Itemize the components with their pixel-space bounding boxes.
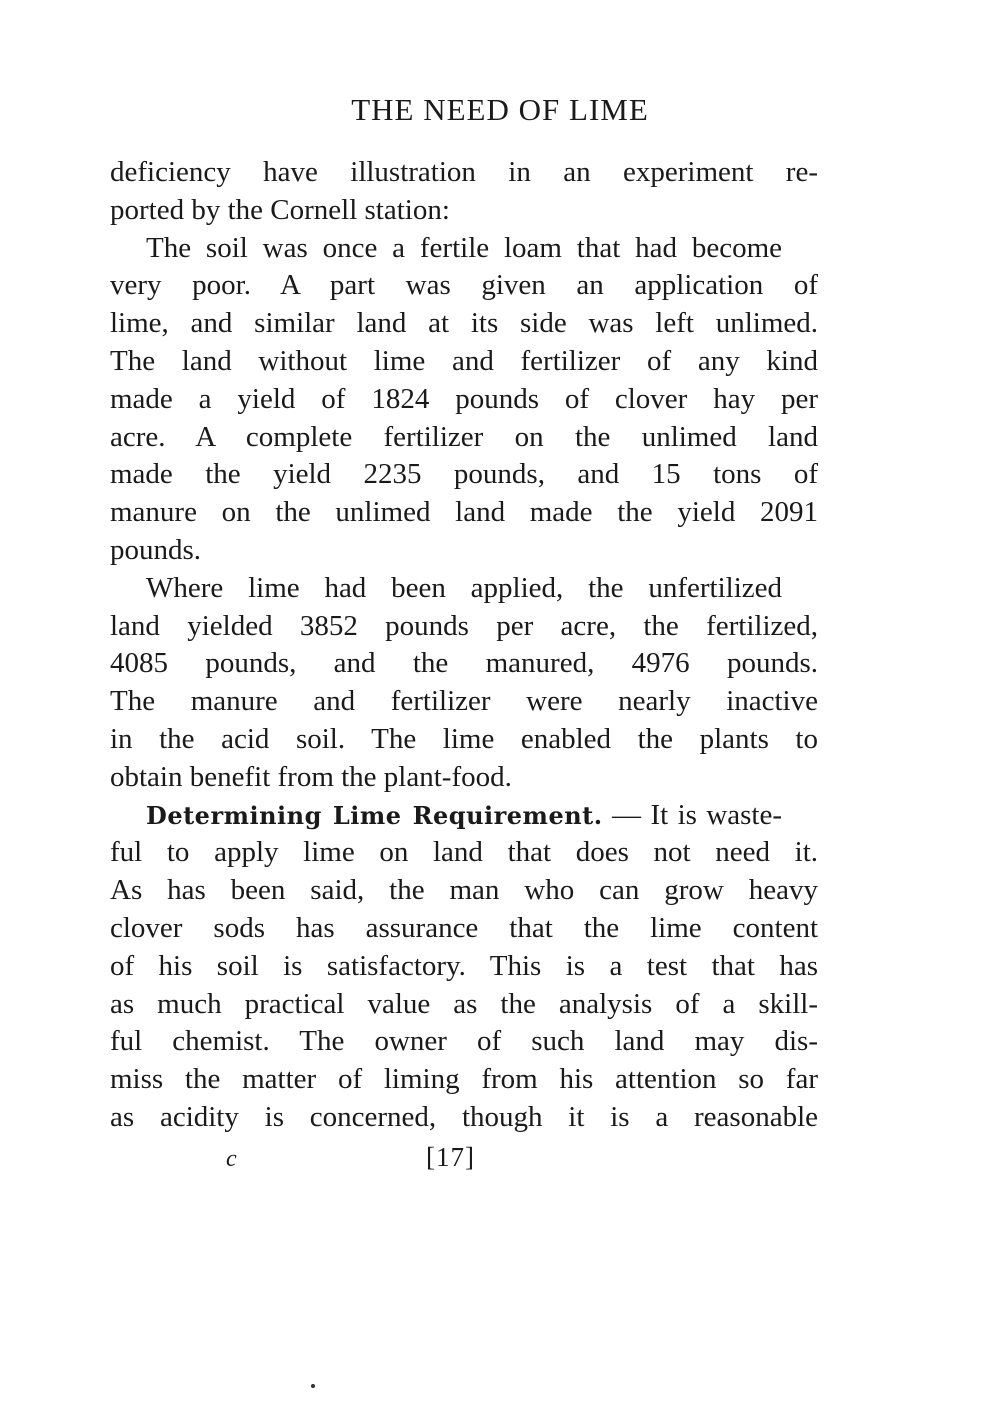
line-text: as acidity is concerned, though it is a reasonable: [110, 1100, 818, 1133]
line-text: very poor. A part was given an application of: [110, 269, 818, 302]
line-content: [146, 570, 782, 608]
text-line: [110, 986, 818, 1024]
line-text: lime, and similar land at its side was left unlimed.: [110, 307, 818, 340]
text-line: [110, 797, 818, 835]
text-line: [110, 721, 818, 759]
line-content: [110, 986, 818, 1024]
line-content: [110, 381, 818, 419]
text-line: [110, 683, 818, 721]
line-content: [110, 1023, 818, 1061]
line-text: As has been said, the man who can grow heavy: [110, 874, 818, 907]
text-line: [110, 494, 818, 532]
paragraph: [110, 797, 818, 1137]
line-content: [110, 494, 818, 532]
line-content: [110, 1061, 818, 1099]
line-content: [110, 305, 818, 343]
line-text: The manure and fertilizer were nearly inactive: [110, 685, 818, 718]
body-text: [110, 154, 818, 1137]
line-text: in the acid soil. The lime enabled the plants to: [110, 722, 818, 755]
line-content: [110, 267, 818, 305]
text-line: [110, 343, 818, 381]
line-text: acre. A complete fertilizer on the unlimed land: [110, 420, 818, 453]
line-text: made a yield of 1824 pounds of clover hay per: [110, 382, 818, 415]
text-line: [110, 305, 818, 343]
text-line: [110, 192, 818, 230]
text-line: [110, 948, 818, 986]
line-content: [146, 797, 782, 835]
line-content: [146, 230, 782, 268]
line-content: [110, 910, 818, 948]
paragraph: [110, 230, 818, 570]
text-line: [110, 645, 818, 683]
text-line: [110, 381, 818, 419]
line-content: [110, 645, 818, 683]
line-text: made the yield 2235 pounds, and 15 tons of: [110, 458, 818, 491]
line-text: of his soil is satisfactory. This is a test that has: [110, 949, 818, 982]
line-text: The soil was once a fertile loam that had become: [146, 231, 782, 264]
line-content: [110, 1099, 818, 1137]
text-line: [110, 570, 818, 608]
line-content: [110, 343, 818, 381]
line-text: obtain benefit from the plant-food.: [110, 760, 512, 793]
line-content: [110, 532, 818, 570]
text-line: [110, 1061, 818, 1099]
line-content: [110, 608, 818, 646]
paragraph: [110, 154, 818, 230]
line-text: deficiency have illustration in an experiment re-: [110, 156, 818, 188]
line-text: ful chemist. The owner of such land may dis-: [110, 1025, 818, 1058]
text-line: [110, 230, 818, 268]
line-content: [110, 419, 818, 457]
running-head: THE NEED OF LIME: [351, 92, 649, 127]
line-content: [110, 948, 818, 986]
line-content: [110, 192, 818, 230]
line-text: ful to apply lime on land that does not need it.: [110, 836, 818, 869]
line-content: [110, 154, 818, 192]
line-text: manure on the unlimed land made the yield 2091: [110, 496, 818, 529]
text-line: [110, 456, 818, 494]
section-heading: Determining Lime Requirement.: [146, 800, 603, 830]
line-text: as much practical value as the analysis of a skill-: [110, 987, 818, 1020]
line-text: The land without lime and fertilizer of any kind: [110, 344, 818, 377]
signature-mark: c: [226, 1146, 237, 1172]
text-line: [110, 1023, 818, 1061]
line-text: clover sods has assurance that the lime content: [110, 911, 818, 944]
text-line: [110, 532, 818, 570]
text-line: [110, 1099, 818, 1137]
line-text: 4085 pounds, and the manured, 4976 pounds.: [110, 647, 818, 680]
text-line: [110, 834, 818, 872]
line-text: — It is waste-: [612, 798, 783, 831]
text-line: [110, 608, 818, 646]
line-content: [110, 834, 818, 872]
line-content: [110, 456, 818, 494]
scan-speck: [311, 1384, 315, 1388]
text-line: [110, 419, 818, 457]
line-text: Where lime had been applied, the unfertilized: [146, 571, 782, 604]
line-text: miss the matter of liming from his attention so far: [110, 1063, 818, 1096]
line-text: pounds.: [110, 533, 202, 566]
text-line: [110, 759, 818, 797]
text-line: [110, 154, 818, 192]
text-line: [110, 267, 818, 305]
text-line: [110, 872, 818, 910]
line-content: [110, 683, 818, 721]
line-content: [110, 721, 818, 759]
page-number: [17]: [426, 1142, 475, 1172]
line-text: ported by the Cornell station:: [110, 193, 450, 226]
paragraph: [110, 570, 818, 797]
line-content: [110, 759, 818, 797]
text-line: [110, 910, 818, 948]
line-text: land yielded 3852 pounds per acre, the fertilized,: [110, 609, 818, 642]
line-content: [110, 872, 818, 910]
